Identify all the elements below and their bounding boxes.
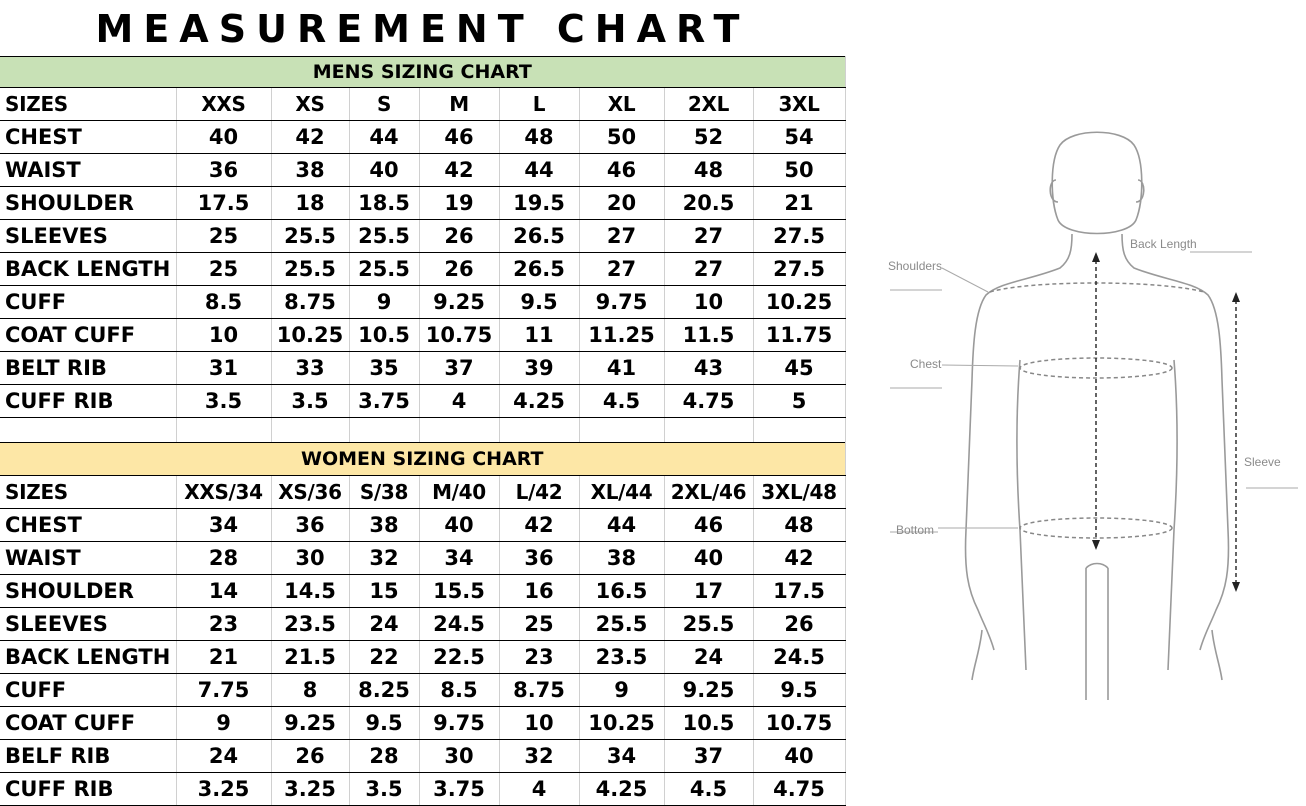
table-cell: 45 xyxy=(753,352,845,385)
table-cell: 3.25 xyxy=(176,773,271,806)
table-cell: 50 xyxy=(753,154,845,187)
table-row xyxy=(0,707,845,740)
table-cell: 9 xyxy=(349,286,419,319)
table-cell: 36 xyxy=(176,154,271,187)
spacer-row xyxy=(0,418,845,443)
table-row xyxy=(0,319,845,352)
table-cell: 17 xyxy=(664,575,753,608)
table-cell: 26 xyxy=(271,740,349,773)
table-cell: 48 xyxy=(664,154,753,187)
table-cell: 11.75 xyxy=(753,319,845,352)
label-bottom: Bottom xyxy=(896,523,935,537)
table-cell: 10.5 xyxy=(349,319,419,352)
row-label: SLEEVES xyxy=(0,220,176,253)
table-cell: 9.75 xyxy=(579,286,664,319)
table-row xyxy=(0,641,845,674)
table-cell: 43 xyxy=(664,352,753,385)
table-cell: 4.25 xyxy=(579,773,664,806)
table-cell: 44 xyxy=(499,154,579,187)
table-cell: 20.5 xyxy=(664,187,753,220)
table-cell: 27 xyxy=(579,253,664,286)
table-cell: 40 xyxy=(349,154,419,187)
table-cell: 25.5 xyxy=(271,253,349,286)
row-label: BACK LENGTH xyxy=(0,253,176,286)
table-cell: 46 xyxy=(579,154,664,187)
table-cell: 26 xyxy=(419,220,499,253)
table-cell: 9.25 xyxy=(271,707,349,740)
table-cell: 38 xyxy=(579,542,664,575)
row-label: CUFF RIB xyxy=(0,385,176,418)
mens-rows xyxy=(0,121,845,418)
size-l-42: L/42 xyxy=(499,476,579,509)
table-cell: 25.5 xyxy=(664,608,753,641)
table-cell: 5 xyxy=(753,385,845,418)
table-cell: 9.5 xyxy=(349,707,419,740)
size-xs-36: XS/36 xyxy=(271,476,349,509)
table-cell: 26 xyxy=(419,253,499,286)
table-cell: 25.5 xyxy=(579,608,664,641)
table-cell: 3.75 xyxy=(419,773,499,806)
row-label: CUFF xyxy=(0,286,176,319)
table-cell: 4.5 xyxy=(579,385,664,418)
table-cell: 44 xyxy=(579,509,664,542)
row-label: SLEEVES xyxy=(0,608,176,641)
table-cell: 21.5 xyxy=(271,641,349,674)
body-outline-icon xyxy=(860,110,1300,700)
table-row xyxy=(0,608,845,641)
table-cell: 15 xyxy=(349,575,419,608)
mens-size-row xyxy=(0,88,845,121)
table-cell: 34 xyxy=(176,509,271,542)
size-xl: XL xyxy=(579,88,664,121)
table-cell: 3.5 xyxy=(349,773,419,806)
row-label: WAIST xyxy=(0,542,176,575)
size-xxs-34: XXS/34 xyxy=(176,476,271,509)
table-cell: 35 xyxy=(349,352,419,385)
row-label: COAT CUFF xyxy=(0,707,176,740)
table-cell: 17.5 xyxy=(176,187,271,220)
table-cell: 24 xyxy=(176,740,271,773)
table-cell: 32 xyxy=(499,740,579,773)
row-label: WAIST xyxy=(0,154,176,187)
table-cell: 40 xyxy=(176,121,271,154)
table-row xyxy=(0,740,845,773)
table-cell: 4.75 xyxy=(664,385,753,418)
size-m-40: M/40 xyxy=(419,476,499,509)
table-cell: 11 xyxy=(499,319,579,352)
table-cell: 32 xyxy=(349,542,419,575)
table-cell: 27 xyxy=(579,220,664,253)
table-row xyxy=(0,575,845,608)
table-cell: 4.75 xyxy=(753,773,845,806)
table-cell: 33 xyxy=(271,352,349,385)
table-cell: 19.5 xyxy=(499,187,579,220)
table-cell: 18 xyxy=(271,187,349,220)
mens-table-header: MENS SIZING CHART xyxy=(0,57,845,88)
table-cell: 9.5 xyxy=(499,286,579,319)
women-size-row xyxy=(0,476,845,509)
table-cell: 23.5 xyxy=(271,608,349,641)
size-l: L xyxy=(499,88,579,121)
table-row xyxy=(0,674,845,707)
table-cell: 17.5 xyxy=(753,575,845,608)
table-cell: 9.25 xyxy=(664,674,753,707)
table-cell: 42 xyxy=(419,154,499,187)
table-cell: 44 xyxy=(349,121,419,154)
table-cell: 36 xyxy=(499,542,579,575)
table-cell: 37 xyxy=(664,740,753,773)
row-label: CUFF xyxy=(0,674,176,707)
page-title: MEASUREMENT CHART xyxy=(95,7,750,51)
table-cell: 23 xyxy=(176,608,271,641)
table-cell: 14.5 xyxy=(271,575,349,608)
table-cell: 10 xyxy=(176,319,271,352)
table-cell: 14 xyxy=(176,575,271,608)
row-label: BELT RIB xyxy=(0,352,176,385)
table-cell: 24.5 xyxy=(419,608,499,641)
women-table-header: WOMEN SIZING CHART xyxy=(0,443,845,476)
table-cell: 37 xyxy=(419,352,499,385)
table-cell: 11.5 xyxy=(664,319,753,352)
table-cell: 10.25 xyxy=(579,707,664,740)
size-s: S xyxy=(349,88,419,121)
table-cell: 21 xyxy=(753,187,845,220)
table-cell: 3.5 xyxy=(176,385,271,418)
table-row xyxy=(0,773,845,806)
table-cell: 10.25 xyxy=(753,286,845,319)
table-cell: 27.5 xyxy=(753,253,845,286)
table-cell: 4.25 xyxy=(499,385,579,418)
label-sleeve: Sleeve xyxy=(1244,455,1281,469)
table-cell: 10.5 xyxy=(664,707,753,740)
table-cell: 46 xyxy=(664,509,753,542)
table-cell: 52 xyxy=(664,121,753,154)
table-cell: 42 xyxy=(753,542,845,575)
table-cell: 3.75 xyxy=(349,385,419,418)
table-cell: 27 xyxy=(664,253,753,286)
table-cell: 46 xyxy=(419,121,499,154)
table-cell: 25.5 xyxy=(349,220,419,253)
table-row xyxy=(0,385,845,418)
table-cell: 8.5 xyxy=(419,674,499,707)
table-cell: 19 xyxy=(419,187,499,220)
table-cell: 28 xyxy=(349,740,419,773)
row-label: SHOULDER xyxy=(0,575,176,608)
table-cell: 10.25 xyxy=(271,319,349,352)
row-label: CHEST xyxy=(0,509,176,542)
row-label: SHOULDER xyxy=(0,187,176,220)
table-cell: 10.75 xyxy=(753,707,845,740)
row-label: COAT CUFF xyxy=(0,319,176,352)
table-cell: 48 xyxy=(499,121,579,154)
size-xl-44: XL/44 xyxy=(579,476,664,509)
table-cell: 25 xyxy=(176,220,271,253)
table-cell: 42 xyxy=(499,509,579,542)
table-cell: 10.75 xyxy=(419,319,499,352)
table-cell: 9.5 xyxy=(753,674,845,707)
table-cell: 8.25 xyxy=(349,674,419,707)
table-cell: 23 xyxy=(499,641,579,674)
size-xs: XS xyxy=(271,88,349,121)
label-shoulders: Shoulders xyxy=(888,259,943,273)
row-label: BELF RIB xyxy=(0,740,176,773)
row-label: BACK LENGTH xyxy=(0,641,176,674)
table-cell: 48 xyxy=(753,509,845,542)
table-cell: 34 xyxy=(419,542,499,575)
table-cell: 8.75 xyxy=(271,286,349,319)
size-m: M xyxy=(419,88,499,121)
table-cell: 9 xyxy=(176,707,271,740)
table-cell: 28 xyxy=(176,542,271,575)
label-back-length: Back Length xyxy=(1130,237,1197,251)
size-2xl-46: 2XL/46 xyxy=(664,476,753,509)
table-row xyxy=(0,121,845,154)
table-cell: 3.25 xyxy=(271,773,349,806)
table-row xyxy=(0,542,845,575)
table-cell: 27.5 xyxy=(753,220,845,253)
table-row xyxy=(0,286,845,319)
table-cell: 18.5 xyxy=(349,187,419,220)
row-label: CUFF RIB xyxy=(0,773,176,806)
table-cell: 4.5 xyxy=(664,773,753,806)
table-cell: 30 xyxy=(271,542,349,575)
table-cell: 27 xyxy=(664,220,753,253)
table-row xyxy=(0,220,845,253)
table-cell: 26 xyxy=(753,608,845,641)
table-cell: 30 xyxy=(419,740,499,773)
table-cell: 4 xyxy=(499,773,579,806)
table-cell: 8.75 xyxy=(499,674,579,707)
table-cell: 24 xyxy=(349,608,419,641)
table-cell: 16 xyxy=(499,575,579,608)
table-cell: 25.5 xyxy=(271,220,349,253)
table-row xyxy=(0,352,845,385)
table-cell: 16.5 xyxy=(579,575,664,608)
table-cell: 40 xyxy=(419,509,499,542)
table-cell: 40 xyxy=(753,740,845,773)
table-cell: 7.75 xyxy=(176,674,271,707)
table-cell: 21 xyxy=(176,641,271,674)
size-xxs: XXS xyxy=(176,88,271,121)
table-cell: 34 xyxy=(579,740,664,773)
table-cell: 3.5 xyxy=(271,385,349,418)
table-row xyxy=(0,187,845,220)
size-3xl: 3XL xyxy=(753,88,845,121)
table-cell: 38 xyxy=(349,509,419,542)
sizes-label: SIZES xyxy=(0,88,176,121)
label-chest: Chest xyxy=(910,357,942,371)
row-label: CHEST xyxy=(0,121,176,154)
table-cell: 8 xyxy=(271,674,349,707)
table-cell: 20 xyxy=(579,187,664,220)
table-cell: 15.5 xyxy=(419,575,499,608)
size-2xl: 2XL xyxy=(664,88,753,121)
table-cell: 26.5 xyxy=(499,220,579,253)
table-cell: 25.5 xyxy=(349,253,419,286)
mens-sizing-table xyxy=(0,56,846,443)
table-cell: 8.5 xyxy=(176,286,271,319)
table-cell: 24 xyxy=(664,641,753,674)
table-cell: 38 xyxy=(271,154,349,187)
table-cell: 41 xyxy=(579,352,664,385)
table-cell: 25 xyxy=(176,253,271,286)
table-cell: 39 xyxy=(499,352,579,385)
size-s-38: S/38 xyxy=(349,476,419,509)
table-cell: 36 xyxy=(271,509,349,542)
table-cell: 22 xyxy=(349,641,419,674)
table-cell: 10 xyxy=(499,707,579,740)
table-cell: 22.5 xyxy=(419,641,499,674)
table-cell: 54 xyxy=(753,121,845,154)
table-cell: 31 xyxy=(176,352,271,385)
table-cell: 50 xyxy=(579,121,664,154)
table-cell: 9 xyxy=(579,674,664,707)
table-cell: 42 xyxy=(271,121,349,154)
table-cell: 26.5 xyxy=(499,253,579,286)
table-cell: 9.75 xyxy=(419,707,499,740)
women-rows xyxy=(0,509,845,806)
size-3xl-48: 3XL/48 xyxy=(753,476,845,509)
women-sizing-table xyxy=(0,442,846,806)
table-row xyxy=(0,509,845,542)
table-row xyxy=(0,253,845,286)
table-cell: 23.5 xyxy=(579,641,664,674)
table-cell: 40 xyxy=(664,542,753,575)
table-cell: 11.25 xyxy=(579,319,664,352)
sizes-label: SIZES xyxy=(0,476,176,509)
table-cell: 25 xyxy=(499,608,579,641)
table-cell: 24.5 xyxy=(753,641,845,674)
table-cell: 10 xyxy=(664,286,753,319)
table-row xyxy=(0,154,845,187)
table-cell: 4 xyxy=(419,385,499,418)
table-cell: 9.25 xyxy=(419,286,499,319)
